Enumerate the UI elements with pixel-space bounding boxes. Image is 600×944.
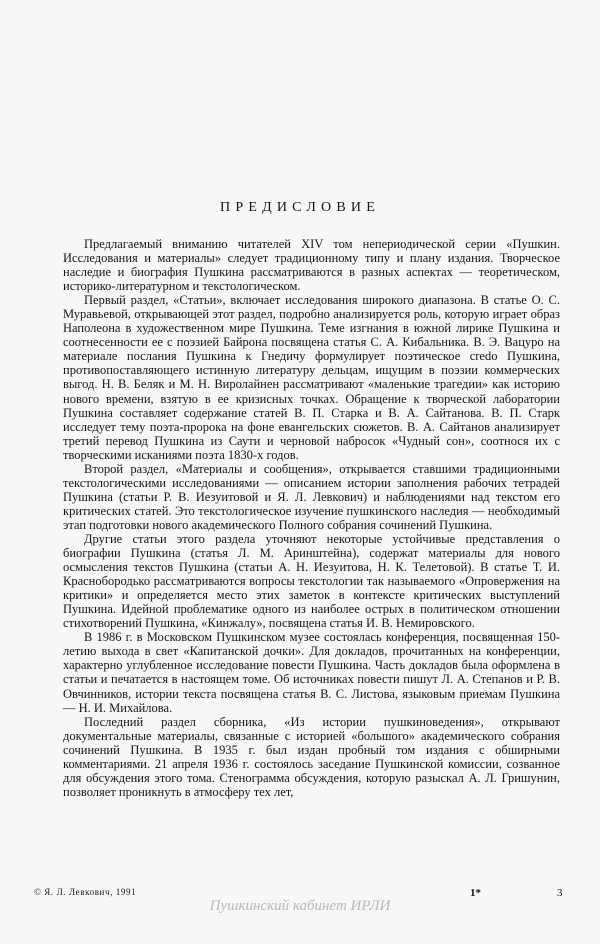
paragraph-2: Первый раздел, «Статьи», включает исследования широкого диапазона. В статье О. С. Муравьевой, открывающей этот раздел, подробно анализируется роль, которую играет образ Наполеона в художественном мире Пушкина. Теме изгнания в южной лирике Пушкина и соотнесенности ее с поэзией Байрона посвящена статья С. А. Кибальника. В. Э. Вацуро на материале послания Пушкина к Гнедичу формулирует поэтическое credo Пушкина, противопоставляющего истинную литературу дельцам, ищущим в поэзии коммерческих выгод. Н. В. Беляк и М. Н. Виролайнен рассматривают «маленькие трагедии» как историю нового времени, взятую в ее кризисных точках. Обращение к творческой лаборатории Пушкина составляет содержание статей В. П. Старка и В. А. Сайтанова. В. П. Старк исследует тему поэта-пророка на фоне евангельских сюжетов. В. А. Сайтанов анализирует третий перевод Пушкина из Саути и черновой набросок «Чудный сон», соотнося их с творческими исканиями поэта 1830-х годов. bbox=[63, 293, 560, 462]
paragraph-6: Последний раздел сборника, «Из истории пушкиноведения», открывают документальные материалы, связанные с историей «большого» академического собрания сочинений Пушкина. В 1935 г. был издан пробный том издания с обширными комментариями. 21 апреля 1936 г. состоялось заседание Пушкинской комиссии, созванное для обсуждения этого тома. Стенограмма обсуждения, которую разыскал А. Л. Гришунин, позволяет проникнуть в атмосферу тех лет, bbox=[63, 714, 560, 799]
paragraph-5: В 1986 г. в Московском Пушкинском музее состоялась конференция, посвященная 150-летию выхода в свет «Капитанской дочки». Для докладов, прочитанных на конференции, характерно углубленное исследование повести Пушкина. Часть докладов была оформлена в статьи и печатается в настоящем томе. Об источниках повести пишут Л. А. Степанов и Р. В. Овчинников, истории текста посвящена статья В. С. Листова, языковым приемам Пушкина — Н. И. Михайлова. bbox=[63, 630, 560, 715]
page-title: ПРЕДИСЛОВИЕ bbox=[220, 200, 380, 215]
paragraph-3: Второй раздел, «Материалы и сообщения», открывается ставшими традиционными текстологическими исследованиями — описанием истории заполнения рабочих тетрадей Пушкина (статьи Р. В. Иезуитовой и Я. Л. Левкович) и наблюдениями над текстом его критических статей. Это текстологическое изучение пушкинского наследия — необходимый этап подготовки нового академического Полного собрания сочинений Пушкина. bbox=[63, 461, 560, 532]
preface-body bbox=[63, 237, 560, 799]
signature-mark: 1* bbox=[470, 887, 481, 899]
paragraph-4: Другие статьи этого раздела уточняют некоторые устойчивые представления о биографии Пушкина (статья Л. М. Аринштейна), содержат материалы для нового осмысления текстов Пушкина (статьи А. Н. Иезуитова, Н. К. Телетовой). В статье Т. И. Краснобородько рассматриваются вопросы текстологии так называемого «Опровержения на критики» и определяется место этих заметок в контексте критических выступлений Пушкина. Идейной проблематике одного из наиболее острых в политическом отношении стихотворений Пушкина, «Кинжалу», посвящена статья И. В. Немировского. bbox=[63, 531, 560, 631]
copyright-notice: © Я. Л. Левкович, 1991 bbox=[34, 887, 137, 897]
paragraph-1: Предлагаемый вниманию читателей XIV том непериодической серии «Пушкин. Исследования и материалы» следует традиционному типу и плану издания. Творческое наследие и биография Пушкина рассматриваются в разных аспектах — теоретическом, историко-литературном и текстологическом. bbox=[63, 237, 560, 294]
watermark-text: Пушкинский кабинет ИРЛИ bbox=[209, 898, 391, 914]
page-number: 3 bbox=[557, 887, 563, 899]
